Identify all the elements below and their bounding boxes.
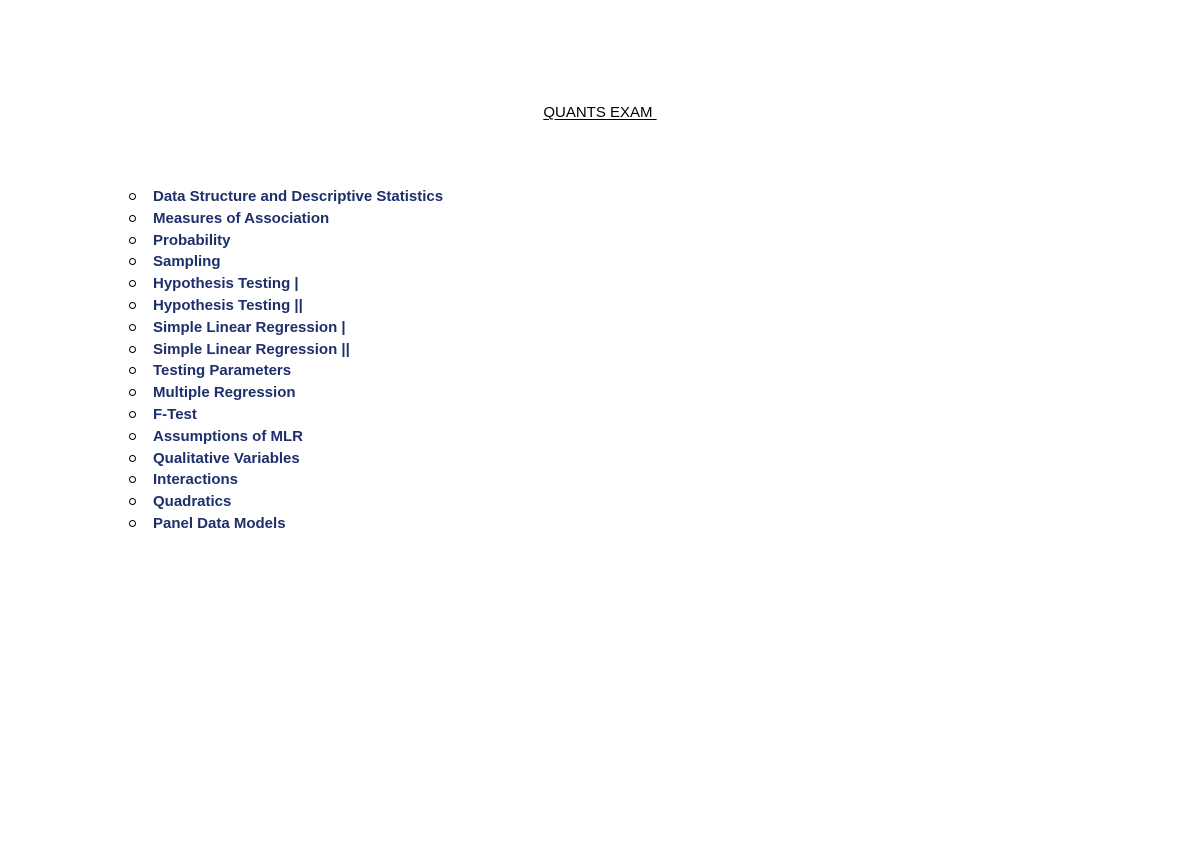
hollow-circle-bullet-icon: [129, 302, 136, 309]
list-item: [126, 469, 443, 491]
list-item: [126, 426, 443, 448]
topic-label: Measures of Association: [153, 209, 330, 227]
list-item: [126, 404, 443, 426]
document-title: QUANTS EXAM: [543, 104, 657, 121]
topic-label: Qualitative Variables: [153, 449, 300, 467]
topic-label: Sampling: [153, 253, 221, 271]
topic-label: Interactions: [153, 471, 239, 489]
list-item: [126, 295, 443, 317]
list-item: [126, 448, 443, 470]
hollow-circle-bullet-icon: [129, 498, 136, 505]
hollow-circle-bullet-icon: [129, 411, 136, 418]
hollow-circle-bullet-icon: [129, 324, 136, 331]
topic-label: Multiple Regression: [153, 384, 296, 402]
topic-label: Quadratics: [153, 493, 232, 511]
topic-label: Data Structure and Descriptive Statistics: [153, 188, 444, 205]
list-item: [126, 208, 443, 230]
hollow-circle-bullet-icon: [129, 455, 136, 462]
topic-label: Hypothesis Testing |: [153, 275, 299, 293]
list-item: [126, 339, 443, 361]
list-item: [126, 186, 443, 208]
list-item: [126, 230, 443, 252]
hollow-circle-bullet-icon: [129, 389, 136, 396]
hollow-circle-bullet-icon: [129, 193, 136, 200]
list-item: [126, 273, 443, 295]
hollow-circle-bullet-icon: [129, 433, 136, 440]
topic-label: Testing Parameters: [153, 362, 292, 380]
list-item: [126, 382, 443, 404]
list-item: [126, 317, 443, 339]
hollow-circle-bullet-icon: [129, 258, 136, 265]
hollow-circle-bullet-icon: [129, 237, 136, 244]
topic-label: Panel Data Models: [153, 514, 286, 532]
hollow-circle-bullet-icon: [129, 215, 136, 222]
hollow-circle-bullet-icon: [129, 280, 136, 287]
topic-label: Assumptions of MLR: [153, 427, 303, 445]
hollow-circle-bullet-icon: [129, 476, 136, 483]
hollow-circle-bullet-icon: [129, 346, 136, 353]
list-item: [126, 360, 443, 382]
topic-list: [126, 186, 443, 535]
hollow-circle-bullet-icon: [129, 367, 136, 374]
topic-label: Simple Linear Regression |: [153, 318, 346, 336]
list-item: [126, 491, 443, 513]
topic-label: F-Test: [153, 405, 197, 423]
topic-label: Simple Linear Regression ||: [153, 340, 350, 358]
hollow-circle-bullet-icon: [129, 520, 136, 527]
list-item: [126, 251, 443, 273]
list-item: [126, 513, 443, 535]
topic-label: Hypothesis Testing ||: [153, 296, 303, 314]
topic-label: Probability: [153, 231, 231, 249]
